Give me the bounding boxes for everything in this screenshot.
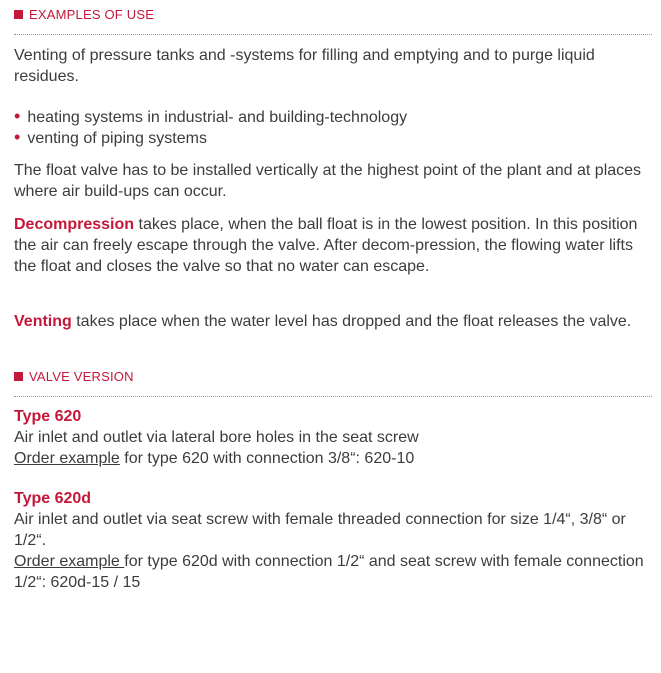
paragraph-venting [14, 311, 654, 332]
list-item-text: heating systems in industrial- and building-technology [27, 109, 408, 126]
square-bullet-icon [14, 372, 23, 381]
paragraph-install: The float valve has to be installed vertically at the highest point of the plant and at places where air build-ups can occur. [14, 162, 642, 200]
type-620-description: Air inlet and outlet via lateral bore holes in the seat screw [14, 429, 419, 446]
decompression-text: takes place, when the ball float is in the lowest position. In this position the air can freely escape through the valve. After decom-pression, the flowing water lifts the float and closes the valve so that no water can escape. [14, 216, 638, 275]
list-item-text: venting of piping systems [27, 130, 207, 147]
paragraph-decompression [14, 214, 654, 277]
venting-text: takes place when the water level has dropped and the float releases the valve. [71, 313, 632, 330]
bullet-dot-icon: • [14, 106, 21, 126]
paragraph-intro: Venting of pressure tanks and -systems for filling and emptying and to purge liquid residues. [14, 47, 595, 85]
type-620d-title: Type 620d [14, 490, 92, 507]
type-620-title: Type 620 [14, 408, 82, 425]
type-620-order [14, 448, 654, 469]
section-heading-valve-version [14, 369, 134, 384]
dotted-divider [14, 396, 652, 397]
type-620d-description: Air inlet and outlet via seat screw with female threaded connection for size 1/4“, 3/8“ or 1/2“. [14, 511, 626, 549]
square-bullet-icon [14, 10, 23, 19]
list-item [14, 128, 654, 149]
type-620d-order [14, 551, 654, 593]
order-example-text: for type 620d with connection 1/2“ and seat screw with female connection 1/2“: 620d-15 / 15 [14, 553, 644, 591]
section-heading-label: EXAMPLES OF USE [29, 7, 155, 22]
decompression-term: Decompression [14, 216, 135, 233]
venting-term: Venting [14, 313, 72, 330]
order-example-link[interactable]: Order example [14, 553, 125, 570]
section-heading-label: VALVE VERSION [29, 369, 134, 384]
bullet-list [14, 107, 654, 149]
order-example-text: for type 620 with connection 3/8“: 620-10 [119, 450, 415, 467]
dotted-divider [14, 34, 652, 35]
section-heading-examples [14, 7, 154, 22]
list-item [14, 107, 654, 128]
order-example-link[interactable]: Order example [14, 450, 120, 467]
bullet-dot-icon: • [14, 127, 21, 147]
